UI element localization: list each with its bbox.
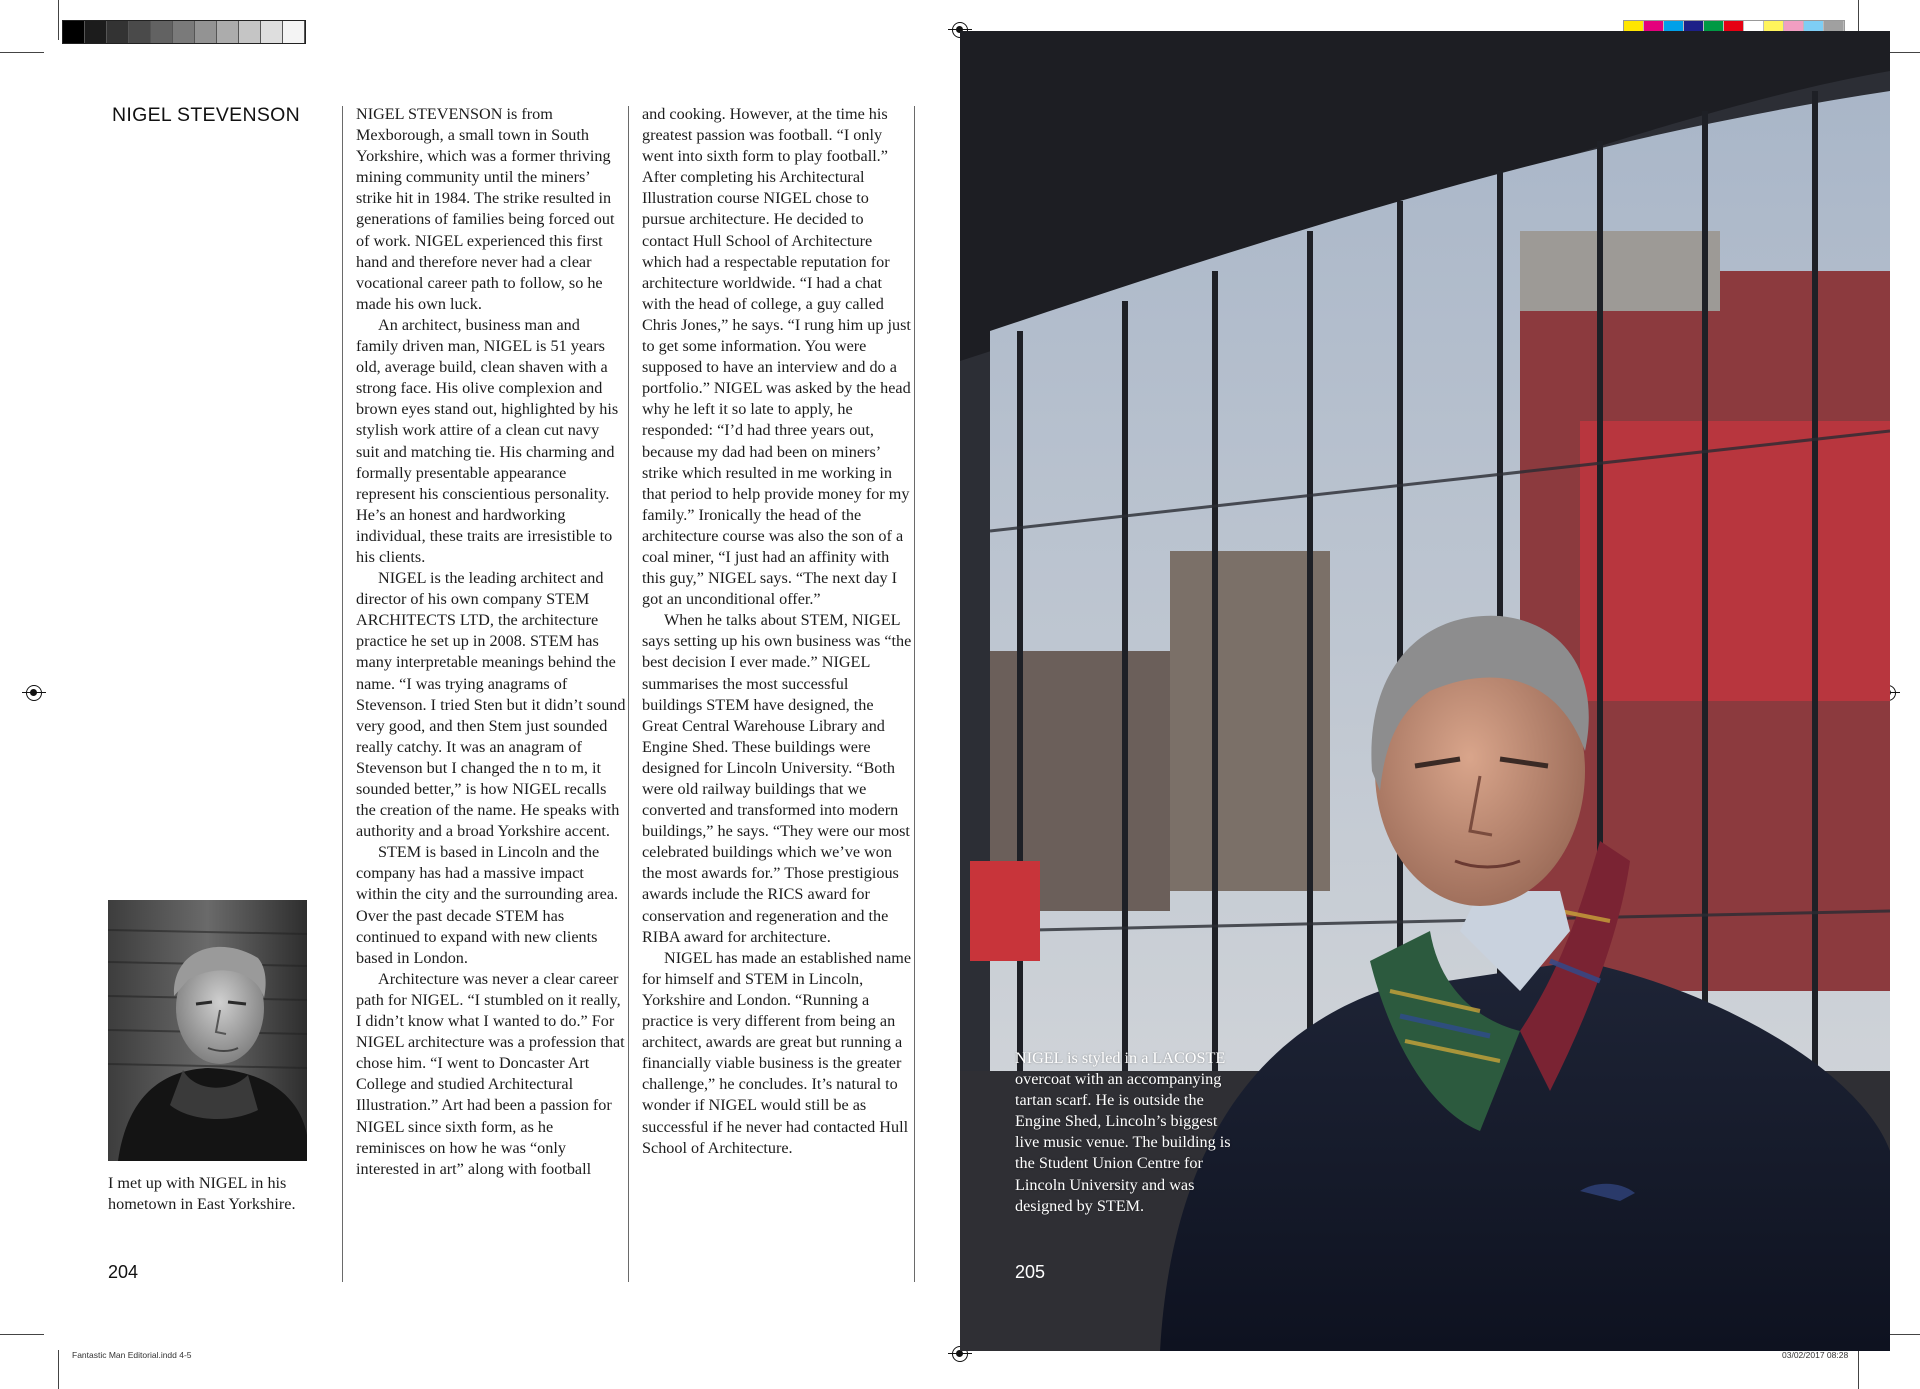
grayscale-swatch [283,21,305,43]
portrait-photo-bw [108,900,307,1161]
column-rule [914,106,915,1282]
file-slug: Fantastic Man Editorial.indd 4-5 [72,1350,192,1360]
crop-mark [0,52,44,53]
cover-photo-caption: NIGEL is styled in a LACOSTE overcoat with an accompanying tartan scarf. He is outside the Engine Shed, Lincoln’s biggest live music venue. The building is the Student Union Centre for Lincoln University and was designed by STEM. [1015,1049,1231,1215]
crop-mark [58,0,59,40]
registration-mark-icon [26,685,42,701]
grayscale-swatch [261,21,283,43]
page-number-left: 204 [108,1262,139,1282]
grayscale-swatch [173,21,195,43]
grayscale-swatch [195,21,217,43]
grayscale-swatch [217,21,239,43]
date-slug: 03/02/2017 08:28 [1782,1350,1849,1360]
grayscale-swatch [239,21,261,43]
column-rule [342,106,343,1282]
paragraph: Architecture was never a clear career path for NIGEL. “I stumbled on it really, I didn’t know what I wanted to do.” For NIGEL architecture was a profession that chose him. “I went to Doncaster Art College and studied Architectural Illustration.” Art had been a passion for NIGEL since sixth form, as he reminisces on how he was “only interested in art” along with football [356,969,625,1178]
grayscale-swatch [63,21,85,43]
paragraph: STEM is based in Lincoln and the company has had a massive impact within the city and the surrounding area. Over the past decade STEM has continued to expand with new clients based in London. [356,843,619,967]
paragraph: An architect, business man and family driven man, NIGEL is 51 years old, average build, clean shaven with a strong face. His olive complexion and brown eyes stand out, highlighted by his stylish work attire of a clean cut navy suit and matching tie. His charming and formally presentable appearance represent his conscientious personality. He’s an honest and hardworking individual, these traits are irresistible to his clients. [356,315,619,566]
crop-mark [0,1334,44,1335]
paragraph: and cooking. However, at the time his greatest passion was football. “I only went into sixth form to play football.” After completing his Architectural Illustration course NIGEL chose to pursue architecture. He decided to contact Hull School of Architecture which had a respectable reputation for architecture worldwide. “I had a chat with the head of college, a guy called Chris Jones,” he says. “I rung him up just to get some information. You were supposed to have an interview and do a portfolio.” NIGEL was asked by the head why he left it so late to apply, he responded: “I’d had three years out, because my dad had been on miners’ strike which resulted in me working in that period to help provide money for my family.” Ironically the head of the architecture course was also the son of a coal miner, “I just had an affinity with this guy,” NIGEL says. “The next day I got an unconditional offer.” [642,105,911,609]
grayscale-swatch [85,21,107,43]
grayscale-swatch [107,21,129,43]
column-rule [628,106,629,1282]
paragraph: NIGEL STEVENSON is from Mexborough, a small town in South Yorkshire, which was a former thriving mining community until the miners’ strike hit in 1984. The strike resulted in generations of families being forced out of work. NIGEL experienced this first hand and therefore never had a clear vocational career path to follow, so he made his own luck. [356,105,615,313]
crop-mark [58,1350,59,1389]
article-column-1 [356,104,626,1180]
grayscale-swatch [129,21,151,43]
portrait-caption: I met up with NIGEL in his hometown in East Yorkshire. [108,1174,296,1214]
paragraph: When he talks about STEM, NIGEL says setting up his own business was “the best decision I ever made.” NIGEL summarises the most successful buildings STEM have designed, the Great Central Warehouse Library and Engine Shed. These buildings were designed for Lincoln University. “Both were old railway buildings that we converted and transformed into modern buildings,” he says. “They were our most celebrated buildings which we’ve won the most awards for.” Those prestigious awards include the RICS award for conservation and regeneration and the RIBA award for architecture. [642,611,912,946]
page-number-right: 205 [1015,1262,1046,1282]
article-column-2 [642,104,912,1159]
author-heading: NIGEL STEVENSON [112,104,300,126]
paragraph: NIGEL has made an established name for himself and STEM in Lincoln, Yorkshire and London. “Running a practice is very different from being an architect, awards are great but running a financially viable business is the greater challenge,” he concludes. It’s natural to wonder if NIGEL would still be as successful if he never had contacted Hull School of Architecture. [642,948,912,1157]
grayscale-swatch [151,21,173,43]
paragraph: NIGEL is the leading architect and director of his own company STEM ARCHITECTS LTD, the architecture practice he set up in 2008. STEM has many interpretable meanings behind the name. “I was trying anagrams of Stevenson. I tried Sten but it didn’t sound very good, and then Stem just sounded really catchy. It was an anagram of Stevenson but I changed the n to m, it sounded better,” is how NIGEL recalls the creation of the name. He speaks with authority and a broad Yorkshire accent. [356,569,626,841]
grayscale-calibration-bar [62,20,306,44]
crop-mark [1858,1350,1859,1389]
